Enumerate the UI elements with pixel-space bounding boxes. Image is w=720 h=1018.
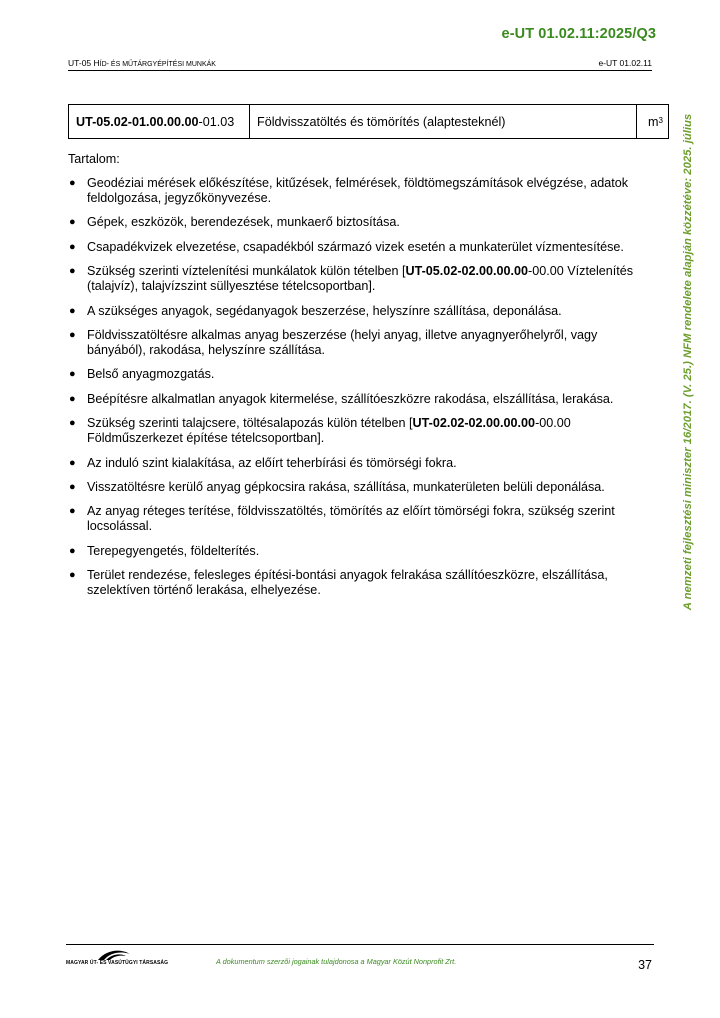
bullet-icon: ● bbox=[69, 569, 76, 582]
bullet-icon: ● bbox=[69, 240, 76, 253]
copyright-notice: A dokumentum szerzői jogainak tulajdonosa a Magyar Közút Nonprofit Zrt. bbox=[216, 957, 457, 966]
bullet-icon: ● bbox=[69, 177, 76, 189]
footer-divider bbox=[66, 944, 654, 945]
list-item: ● Geodéziai mérések előkészítése, kitűzések, felmérések, földtömegszámítások elvégzése, adatok feldolgozása, jegyzőkönyvezése. bbox=[69, 176, 629, 205]
bullet-icon: ● bbox=[69, 368, 76, 381]
list-item: ● Terepegyengetés, földelterítés. bbox=[69, 543, 260, 558]
bullet-icon: ● bbox=[69, 304, 76, 317]
bullet-icon: ● bbox=[69, 265, 76, 278]
document-code: e-UT 01.02.11:2025/Q3 bbox=[501, 26, 656, 42]
item-code: UT-05.02-01.00.00.00 -01.03 bbox=[69, 105, 250, 138]
list-item: ● Szükség szerinti víztelenítési munkálatok külön tételben [UT-05.02-02.00.00.00-00.00 Víztelenítés (talajvíz), talajvízszint süllyesztése tételcsoportban]. bbox=[69, 264, 634, 294]
bullet-icon: ● bbox=[69, 505, 76, 518]
list-item: ● Csapadékvizek elvezetése, csapadékból származó vizek esetén a munkaterület vízmentesítése. bbox=[69, 239, 624, 254]
list-item: ● Visszatöltésre kerülő anyag gépkocsira rakása, szállítása, munkaterületen belüli deponálása. bbox=[69, 479, 605, 494]
side-note: A nemzeti fejlesztési miniszter 16/2017. (V. 25.) NFM rendelete alapján közzétéve: 2025. július bbox=[682, 113, 694, 611]
list-item: ● Terület rendezése, felesleges építési-bontási anyagok felrakása szállítóeszközre, elszállítása, szelektíven történő lerakása, elhelyezése. bbox=[69, 568, 608, 598]
company-logo: MAGYAR ÚT- ÉS VASÚTÜGYI TÁRSASÁG bbox=[66, 948, 166, 970]
item-table bbox=[68, 104, 669, 139]
bullet-icon: ● bbox=[69, 216, 76, 229]
list-item: ● Az induló szint kialakítása, az előírt teherbírási és tömörségi fokra. bbox=[69, 455, 457, 470]
bullet-icon: ● bbox=[69, 456, 76, 469]
list-item: ● Földvisszatöltésre alkalmas anyag beszerzése (helyi anyag, illetve anyagnyerőhelyről, vagy bányából), rakodása, helyszínre szállítása. bbox=[69, 327, 598, 357]
list-item: ● Szükség szerinti talajcsere, töltésalapozás külön tételben [UT-02.02-02.00.00.00-00.00 Földműszerkezet építése tételcsoportban]. bbox=[69, 416, 571, 446]
bullet-icon: ● bbox=[69, 480, 76, 493]
document-reference: e-UT 01.02.11 bbox=[598, 58, 652, 68]
list-item: ● Az anyag réteges terítése, földvisszatöltés, tömörítés az előírt tömörségi fokra, szükség szerint locsolással. bbox=[69, 504, 615, 534]
page-number: 37 bbox=[638, 958, 652, 972]
bullet-icon: ● bbox=[69, 544, 76, 557]
list-item: ● Gépek, eszközök, berendezések, munkaerő biztosítása. bbox=[69, 215, 400, 230]
bullet-icon: ● bbox=[69, 417, 76, 430]
header-divider bbox=[68, 70, 652, 71]
content-list bbox=[68, 176, 654, 598]
item-unit: m $^3$ bbox=[648, 114, 663, 129]
item-description: Földvisszatöltés és tömörítés (alaptesteknél) bbox=[250, 105, 637, 138]
section-title: UT-05 HÍD- ÉS MŰTÁRGYÉPÍTÉSI MUNKÁK bbox=[68, 58, 216, 68]
list-item: ● Beépítésre alkalmatlan anyagok kitermelése, szállítóeszközre rakodása, elszállítása, lerakása. bbox=[69, 391, 614, 406]
running-header bbox=[68, 58, 652, 68]
content-section bbox=[68, 152, 654, 607]
bullet-icon: ● bbox=[69, 392, 76, 405]
bullet-icon: ● bbox=[69, 328, 76, 341]
list-item: ● Belső anyagmozgatás. bbox=[69, 367, 215, 382]
list-item: ● A szükséges anyagok, segédanyagok beszerzése, helyszínre szállítása, deponálása. bbox=[69, 303, 562, 318]
content-heading: Tartalom: bbox=[68, 152, 120, 166]
